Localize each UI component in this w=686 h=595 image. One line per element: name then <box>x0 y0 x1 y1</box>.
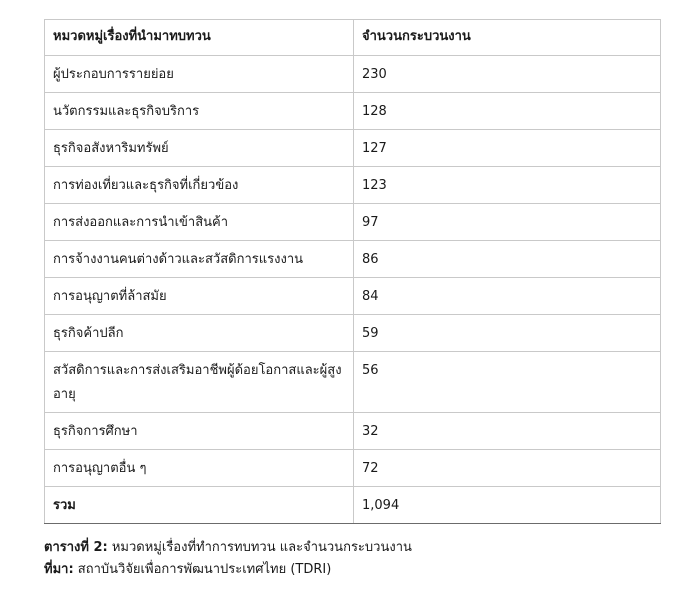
header-count: จำนวนกระบวนงาน <box>354 20 661 56</box>
row-count: 56 <box>354 352 661 413</box>
row-category: สวัสดิการและการส่งเสริมอาชีพผู้ด้อยโอกาสและผู้สูงอายุ <box>45 352 354 413</box>
process-table-container <box>44 19 660 524</box>
table-row <box>45 352 661 413</box>
table-row <box>45 315 661 352</box>
row-count: 59 <box>354 315 661 352</box>
table-row <box>45 278 661 315</box>
table-total-row <box>45 487 661 524</box>
header-category: หมวดหมู่เรื่องที่นำมาทบทวน <box>45 20 354 56</box>
table-caption <box>44 537 664 581</box>
row-category: การจ้างงานคนต่างด้าวและสวัสดิการแรงงาน <box>45 241 354 278</box>
row-category: การส่งออกและการนำเข้าสินค้า <box>45 204 354 241</box>
table-header-row <box>45 20 661 56</box>
caption-source-text: สถาบันวิจัยเพื่อการพัฒนาประเทศไทย (TDRI) <box>73 562 332 577</box>
table-row <box>45 204 661 241</box>
table-row <box>45 450 661 487</box>
row-count: 127 <box>354 130 661 167</box>
row-category: การอนุญาตที่ล้าสมัย <box>45 278 354 315</box>
row-count: 230 <box>354 56 661 93</box>
table-row <box>45 167 661 204</box>
row-category: นวัตกรรมและธุรกิจบริการ <box>45 93 354 130</box>
row-count: 97 <box>354 204 661 241</box>
total-count: 1,094 <box>354 487 661 524</box>
row-category: ผู้ประกอบการรายย่อย <box>45 56 354 93</box>
table-row <box>45 413 661 450</box>
total-label: รวม <box>45 487 354 524</box>
table-row <box>45 93 661 130</box>
table-row <box>45 56 661 93</box>
row-count: 128 <box>354 93 661 130</box>
process-count-table <box>44 19 661 524</box>
row-count: 84 <box>354 278 661 315</box>
row-category: การอนุญาตอื่น ๆ <box>45 450 354 487</box>
table-row <box>45 130 661 167</box>
table-row <box>45 241 661 278</box>
row-count: 123 <box>354 167 661 204</box>
caption-line-source <box>44 559 664 581</box>
row-category: ธุรกิจค้าปลีก <box>45 315 354 352</box>
row-category: การท่องเที่ยวและธุรกิจที่เกี่ยวข้อง <box>45 167 354 204</box>
row-category: ธุรกิจการศึกษา <box>45 413 354 450</box>
row-category: ธุรกิจอสังหาริมทรัพย์ <box>45 130 354 167</box>
caption-line-title <box>44 537 664 559</box>
caption-source-label: ที่มา: <box>44 562 74 577</box>
row-count: 32 <box>354 413 661 450</box>
row-count: 86 <box>354 241 661 278</box>
caption-table-text: หมวดหมู่เรื่องที่ทำการทบทวน และจำนวนกระบวนงาน <box>107 540 412 555</box>
caption-table-label: ตารางที่ 2: <box>44 540 108 555</box>
row-count: 72 <box>354 450 661 487</box>
